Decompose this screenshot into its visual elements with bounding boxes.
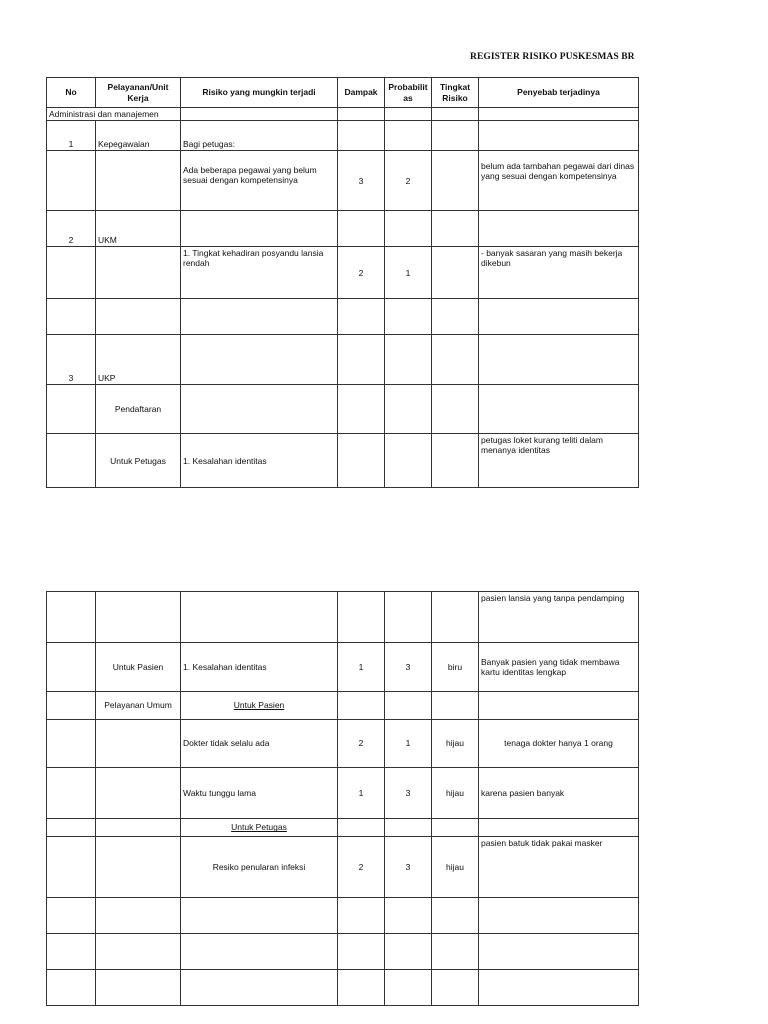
row-risk: 1. Kesalahan identitas [181,434,338,488]
row-dampak: 1 [338,768,385,819]
header-row [47,78,639,108]
row-dampak: 3 [338,151,385,211]
row-tingkat: hijau [432,768,479,819]
table-row [47,211,639,247]
row-dampak: 2 [338,837,385,898]
row-no: 1 [47,121,96,151]
table-row [47,898,639,934]
table-row [47,335,639,385]
table-row [47,592,639,643]
row-tingkat: hijau [432,720,479,768]
row-cause: pasien batuk tidak pakai masker [479,837,639,898]
table-row [47,151,639,211]
row-risk: Ada beberapa pegawai yang belum sesuai dengan kompetensinya [181,151,338,211]
row-subheading: Untuk Pasien [181,692,338,720]
table-row [47,247,639,299]
header-dampak: Dampak [338,78,385,108]
header-tingkat: Tingkat Risiko [432,78,479,108]
row-subheading: Untuk Petugas [181,819,338,837]
section-label: Administrasi dan manajemen [47,108,181,121]
table-row [47,643,639,692]
row-risk: 1. Kesalahan identitas [181,643,338,692]
row-cause: belum ada tambahan pegawai dari dinas yang sesuai dengan kompetensinya [479,151,639,211]
row-tingkat: biru [432,643,479,692]
header-no: No [47,78,96,108]
row-cause: Banyak pasien yang tidak membawa kartu identitas lengkap [479,643,639,692]
row-cause: petugas loket kurang teliti dalam menanya identitas [479,434,639,488]
table-row [47,434,639,488]
section-row [47,108,639,121]
row-unit: Untuk Petugas [96,434,181,488]
row-cause: pasien lansia yang tanpa pendamping [479,592,639,643]
table-row [47,299,639,335]
row-unit: Pelayanan Umum [96,692,181,720]
row-unit: Kepegawaian [96,121,181,151]
header-penyebab: Penyebab terjadinya [479,78,639,108]
table-row [47,837,639,898]
row-risk: Bagi petugas: [181,121,338,151]
row-prob: 1 [385,720,432,768]
row-risk: Waktu tunggu lama [181,768,338,819]
row-unit: UKM [96,211,181,247]
row-no: 3 [47,335,96,385]
risk-register-table-1 [46,77,639,488]
header-probabilitas: Probabilitas [385,78,432,108]
row-dampak: 1 [338,643,385,692]
row-prob: 3 [385,643,432,692]
risk-register-table-2 [46,591,639,1006]
row-cause: tenaga dokter hanya 1 orang [479,720,639,768]
row-cause: - banyak sasaran yang masih bekerja dikebun [479,247,639,299]
row-no: 2 [47,211,96,247]
table-row [47,692,639,720]
row-prob: 1 [385,247,432,299]
row-unit: Pendaftaran [96,385,181,434]
row-unit: Untuk Pasien [96,643,181,692]
table-row [47,121,639,151]
row-unit: UKP [96,335,181,385]
row-prob: 3 [385,837,432,898]
table-row [47,970,639,1006]
table-row [47,934,639,970]
header-risk: Risiko yang mungkin terjadi [181,78,338,108]
row-prob: 3 [385,768,432,819]
row-risk: Resiko penularan infeksi [181,837,338,898]
row-cause: karena pasien banyak [479,768,639,819]
table-row [47,768,639,819]
table-row [47,385,639,434]
row-dampak: 2 [338,247,385,299]
header-unit: Pelayanan/Unit Kerja [96,78,181,108]
row-prob: 2 [385,151,432,211]
row-risk: 1. Tingkat kehadiran posyandu lansia rendah [181,247,338,299]
table-row [47,720,639,768]
table-row [47,819,639,837]
row-risk: Dokter tidak selalu ada [181,720,338,768]
row-dampak: 2 [338,720,385,768]
page-title: REGISTER RISIKO PUSKESMAS BR [470,52,635,62]
row-tingkat: hijau [432,837,479,898]
